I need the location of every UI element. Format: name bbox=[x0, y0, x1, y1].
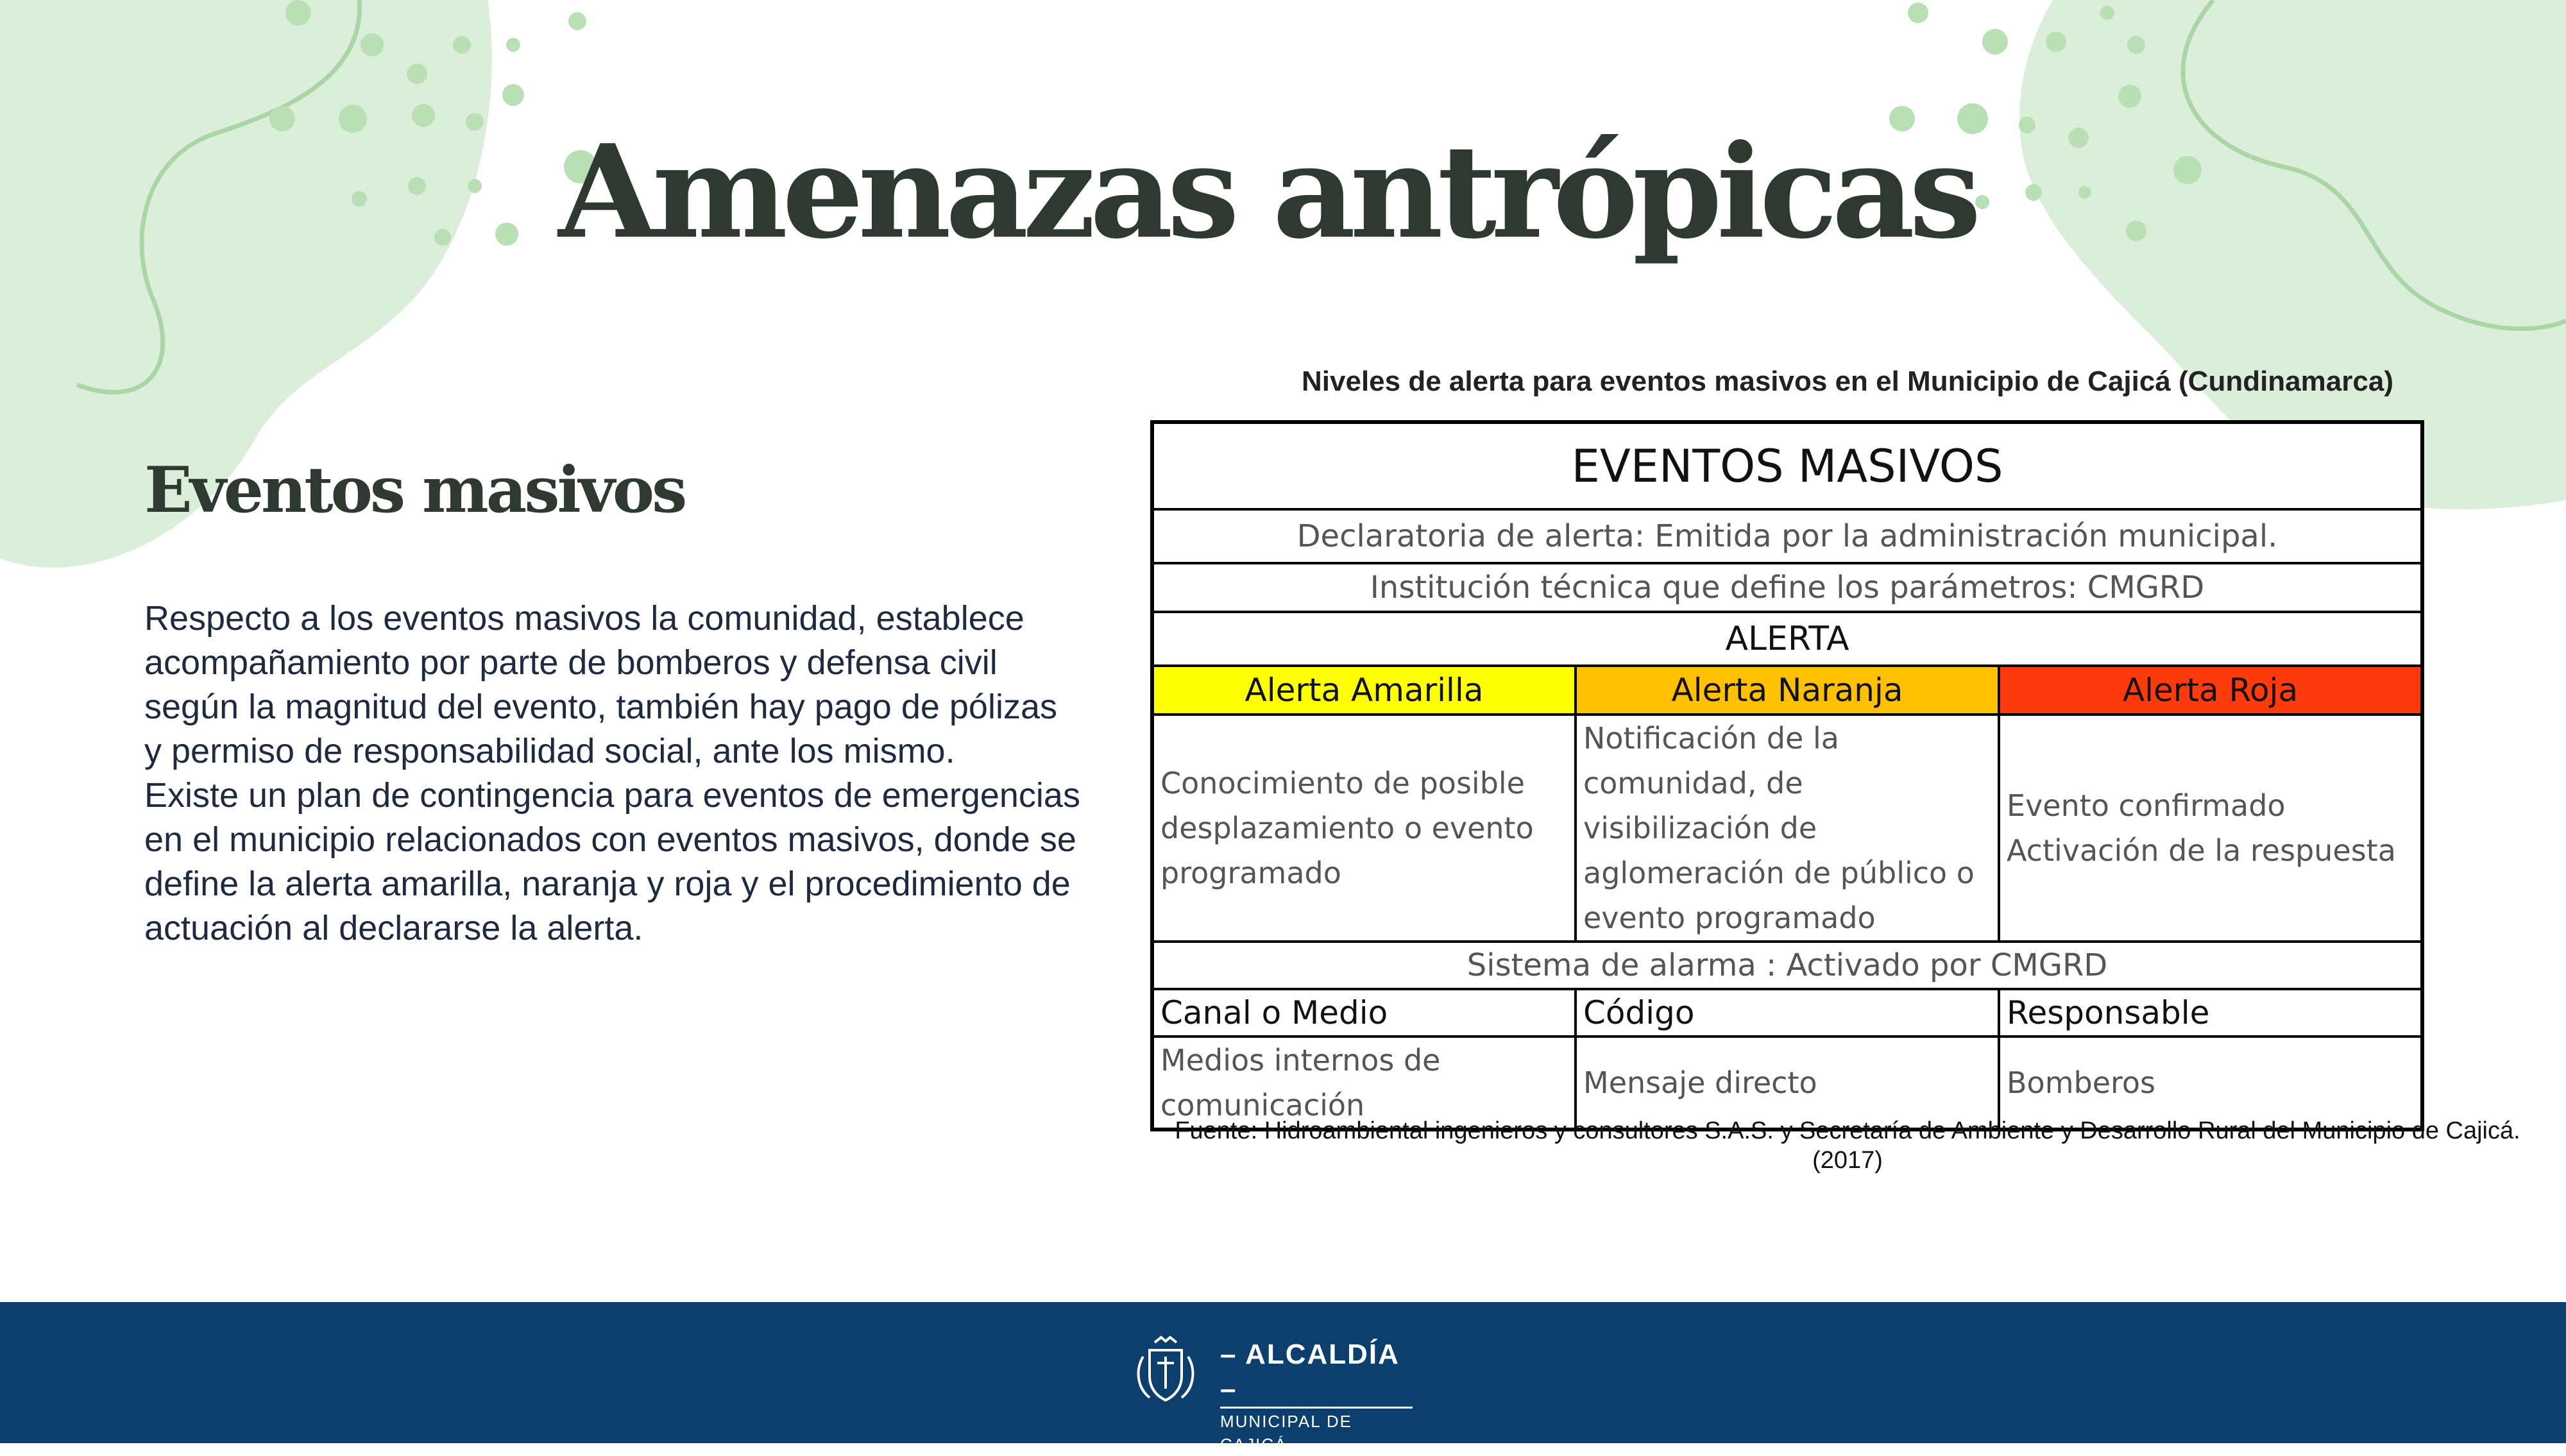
paragraph-line: acompañamiento por parte de bomberos y defensa civil bbox=[144, 643, 998, 682]
coat-of-arms-icon bbox=[1130, 1331, 1201, 1408]
alert-levels-table bbox=[1150, 420, 2424, 1131]
sistema-row: Sistema de alarma : Activado por CMGRD bbox=[1152, 942, 2422, 989]
column-header-canal: Canal o Medio bbox=[1152, 989, 1576, 1037]
column-header-codigo: Código bbox=[1576, 989, 1999, 1037]
body-paragraph bbox=[144, 597, 1145, 951]
logo-sub-text: MUNICIPAL DE CAJICÁ bbox=[1220, 1407, 1413, 1456]
paragraph-line: Existe un plan de contingencia para eventos de emergencias bbox=[144, 776, 1080, 815]
table-source: Fuente: Hidroambiental ingenieros y consultores S.A.S. y Secretaría de Ambiente y Desarrollo Rural del Municipio de Cajicá. (2017) bbox=[1175, 1117, 2520, 1174]
description-roja: Evento confirmado Activación de la respuesta bbox=[1999, 715, 2422, 942]
description-amarilla: Conocimiento de posible desplazamiento o evento programado bbox=[1152, 715, 1576, 942]
table-caption: Niveles de alerta para eventos masivos en el Municipio de Cajicá (Cundinamarca) bbox=[1302, 366, 2393, 397]
alert-level-naranja: Alerta Naranja bbox=[1576, 666, 1999, 715]
alerta-header: ALERTA bbox=[1152, 612, 2422, 666]
table-heading: EVENTOS MASIVOS bbox=[1152, 422, 2422, 509]
declaratoria-row: Declaratoria de alerta: Emitida por la administración municipal. bbox=[1152, 509, 2422, 563]
logo-main-text: – ALCALDÍA – bbox=[1220, 1339, 1399, 1405]
page-title: Amenazas antrópicas bbox=[558, 117, 1976, 267]
value-responsable: Bomberos bbox=[1999, 1037, 2422, 1130]
alert-level-roja: Alerta Roja bbox=[1999, 666, 2422, 715]
value-canal: Medios internos de comunicación bbox=[1152, 1037, 1576, 1130]
value-codigo: Mensaje directo bbox=[1576, 1037, 1999, 1130]
column-header-responsable: Responsable bbox=[1999, 989, 2422, 1037]
paragraph-line: en el municipio relacionados con eventos masivos, donde se bbox=[144, 820, 1076, 859]
paragraph-line: actuación al declararse la alerta. bbox=[144, 909, 643, 947]
alert-level-amarilla: Alerta Amarilla bbox=[1152, 666, 1576, 715]
paragraph-line: define la alerta amarilla, naranja y roja y el procedimiento de bbox=[144, 865, 1071, 903]
institucion-row: Institución técnica que define los parámetros: CMGRD bbox=[1152, 563, 2422, 612]
footer-logo bbox=[1220, 1337, 1413, 1456]
section-subtitle: Eventos masivos bbox=[144, 453, 685, 527]
paragraph-line: y permiso de responsabilidad social, ante los mismo. bbox=[144, 732, 955, 770]
paragraph-line: según la magnitud del evento, también hay pago de pólizas bbox=[144, 688, 1057, 726]
paragraph-line: Respecto a los eventos masivos la comunidad, establece bbox=[144, 599, 1024, 638]
description-naranja: Notificación de la comunidad, de visibilización de aglomeración de público o evento programado bbox=[1576, 715, 1999, 942]
